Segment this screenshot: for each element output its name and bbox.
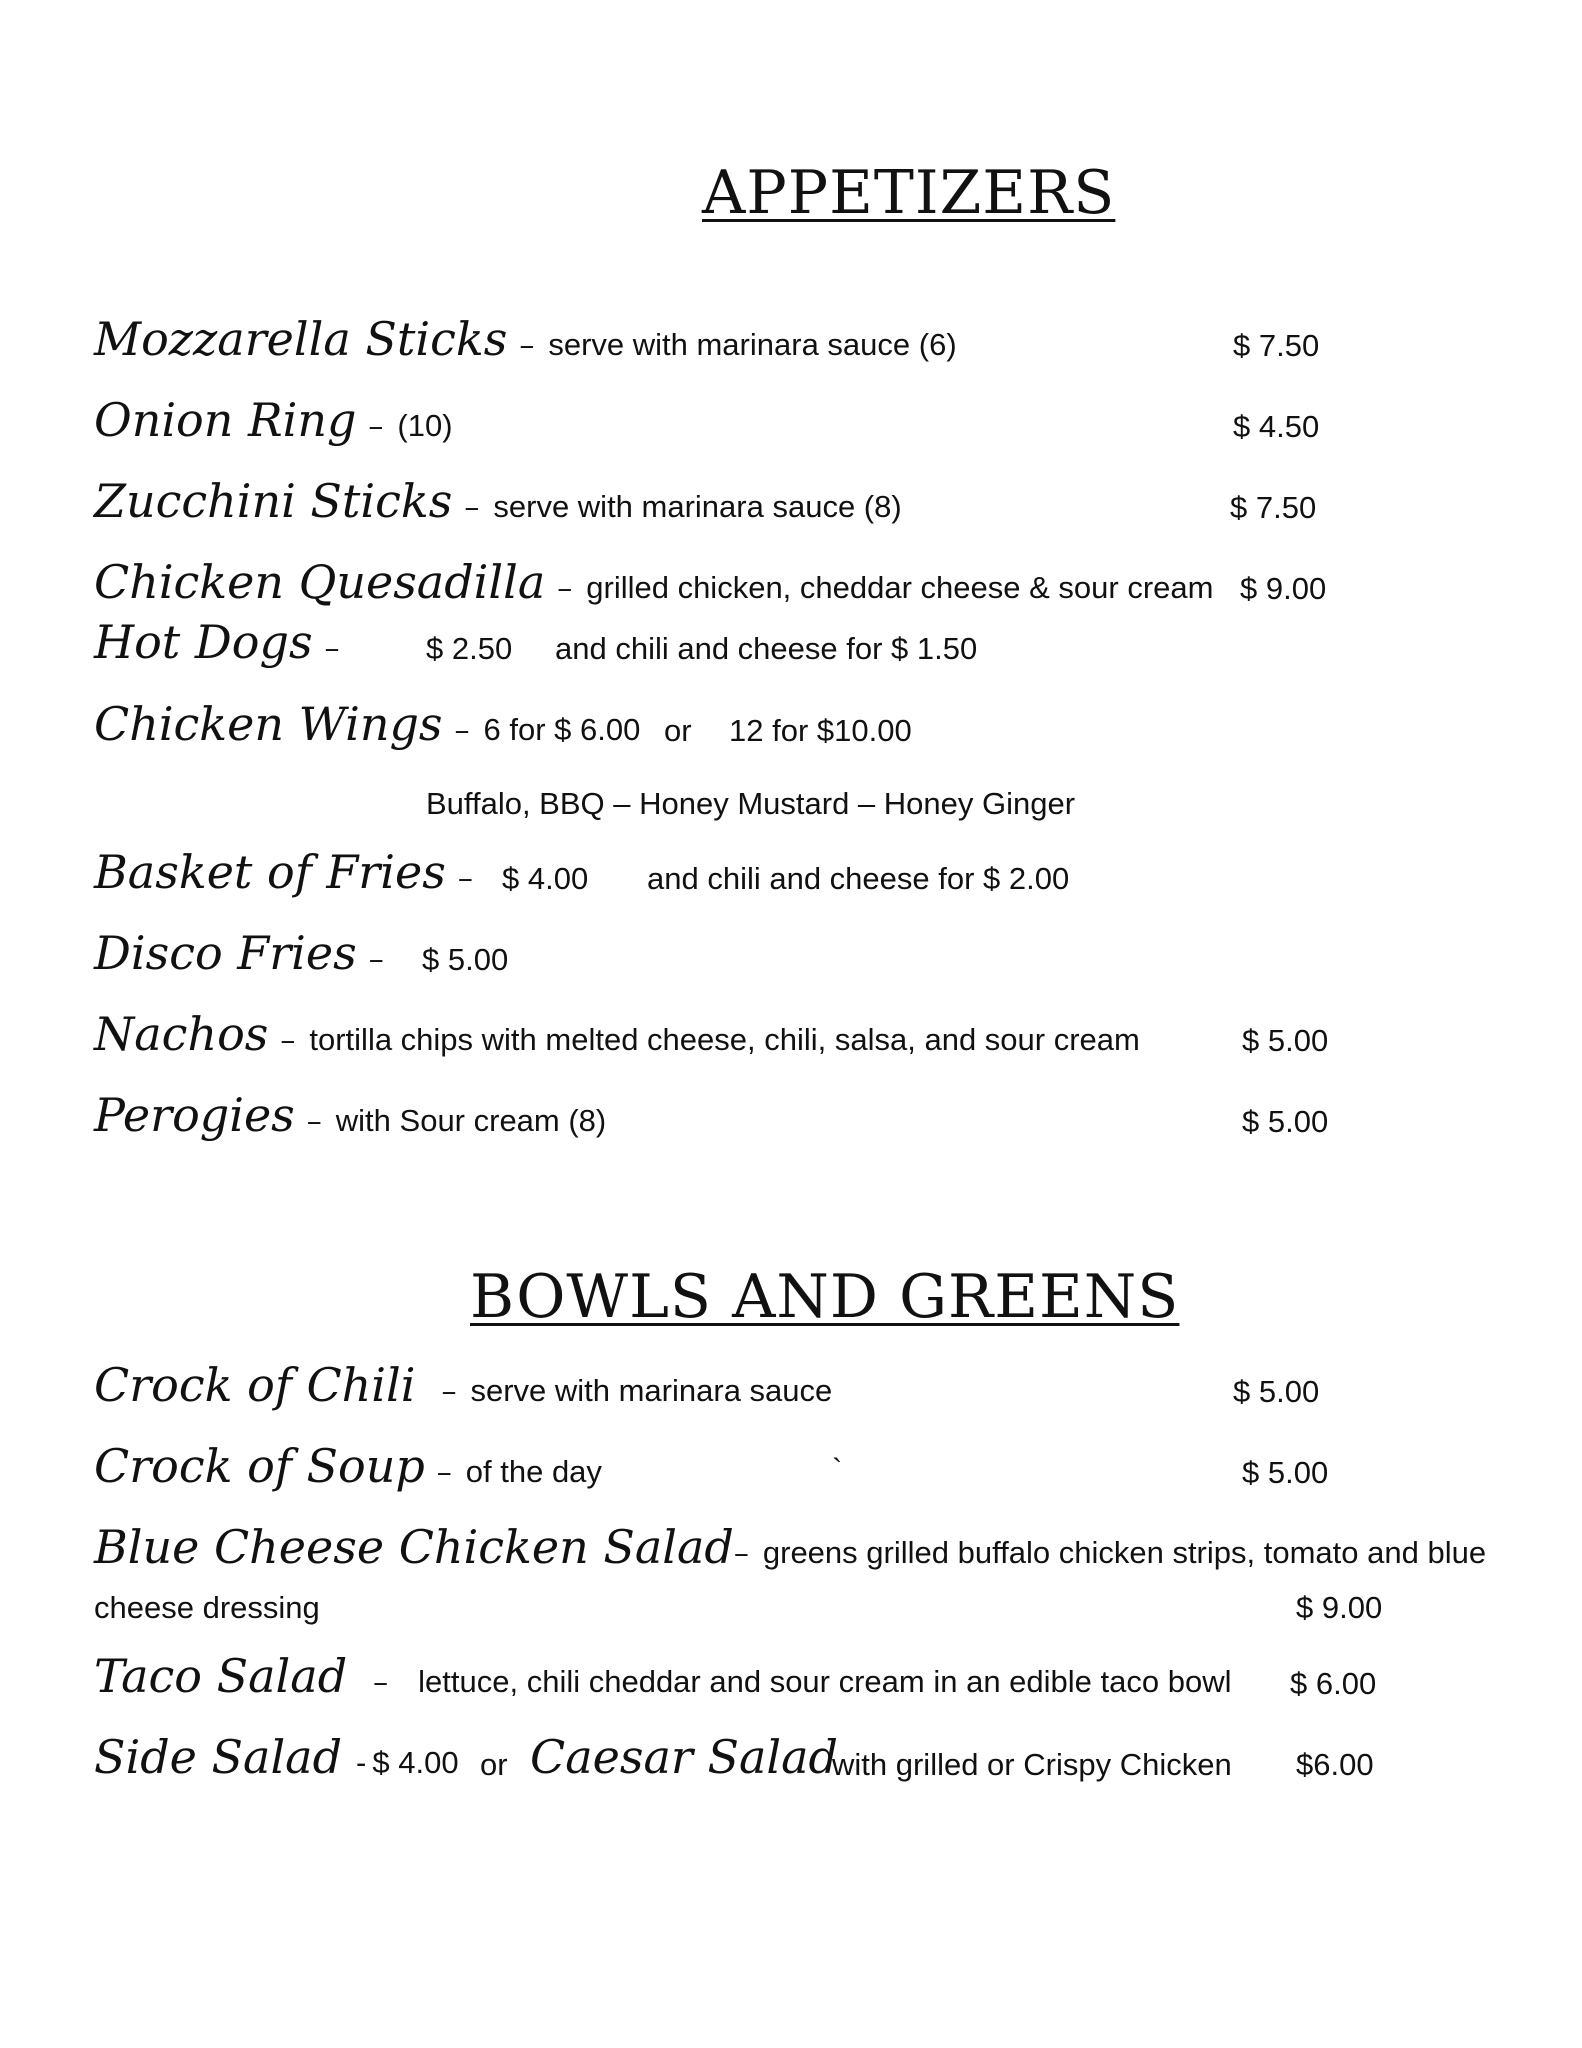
- item-description: lettuce, chili cheddar and sour cream in an edible taco bowl: [418, 1664, 1232, 1699]
- menu-item-nachos: [94, 1007, 1140, 1061]
- item-name: Nachos: [94, 1007, 269, 1061]
- caesar-salad-price: $6.00: [1296, 1747, 1374, 1782]
- item-name: Disco Fries: [94, 926, 357, 980]
- item-dash: –: [557, 571, 573, 606]
- menu-item-zucchini-sticks: [94, 474, 902, 528]
- item-name: Blue Cheese Chicken Salad: [94, 1520, 734, 1574]
- item-dash: –: [306, 1104, 322, 1139]
- item-price: $ 5.00: [1233, 1374, 1320, 1409]
- item-price: $ 6.00: [1290, 1666, 1377, 1701]
- item-description: serve with marinara sauce (8): [493, 489, 902, 524]
- item-dash: –: [368, 409, 384, 444]
- item-name: Side Salad: [94, 1730, 343, 1784]
- wings-option-6: 6 for $ 6.00: [483, 712, 641, 747]
- item-price: $ 4.00: [502, 861, 589, 896]
- menu-item-chicken-wings: [94, 697, 640, 751]
- item-description: with Sour cream (8): [335, 1103, 607, 1138]
- item-name: Chicken Wings: [94, 697, 443, 751]
- item-dash: –: [436, 1455, 452, 1490]
- item-dash: –: [368, 942, 384, 977]
- item-dash: –: [457, 861, 473, 896]
- menu-item-disco-fries: [94, 926, 398, 980]
- item-name: Taco Salad: [94, 1649, 348, 1703]
- item-description: serve with marinara sauce (6): [548, 327, 957, 362]
- item-name: Zucchini Sticks: [94, 474, 453, 528]
- stray-mark: `: [832, 1452, 843, 1487]
- caesar-salad-description: with grilled or Crispy Chicken: [832, 1747, 1232, 1782]
- item-name: Chicken Quesadilla: [94, 555, 546, 609]
- wings-or: or: [664, 713, 692, 748]
- item-name: Basket of Fries: [94, 845, 446, 899]
- menu-item-onion-ring: [94, 393, 453, 447]
- item-dash: –: [373, 1665, 389, 1700]
- item-dash: –: [519, 328, 535, 363]
- item-name: Crock of Chili: [94, 1358, 416, 1412]
- item-dash: -: [356, 1745, 367, 1780]
- item-name: Crock of Soup: [94, 1439, 425, 1493]
- menu-item-mozzarella-sticks: [94, 312, 957, 366]
- side-or: or: [480, 1747, 508, 1782]
- item-dash: –: [454, 713, 470, 748]
- caesar-salad-name: Caesar Salad: [530, 1730, 839, 1784]
- menu-item-perogies: [94, 1088, 606, 1142]
- item-price: $ 7.50: [1233, 328, 1320, 363]
- item-name: Onion Ring: [94, 393, 357, 447]
- item-description: tortilla chips with melted cheese, chili, salsa, and sour cream: [309, 1022, 1140, 1057]
- item-price: $ 4.00: [372, 1745, 459, 1780]
- item-price: $ 5.00: [1242, 1104, 1329, 1139]
- bowls-greens-heading: BOWLS AND GREENS: [470, 1262, 1180, 1332]
- item-extra: and chili and cheese for $ 2.00: [647, 861, 1070, 896]
- menu-item-blue-cheese-chicken-salad: [94, 1520, 1486, 1574]
- item-description: grilled chicken, cheddar cheese & sour cream: [586, 570, 1214, 605]
- item-description: (10): [397, 408, 453, 443]
- item-price: $ 9.00: [1296, 1590, 1383, 1625]
- item-dash: –: [441, 1374, 457, 1409]
- item-description: greens grilled buffalo chicken strips, tomato and blue: [762, 1535, 1487, 1570]
- appetizers-heading: APPETIZERS: [702, 158, 1116, 228]
- item-price: $ 5.00: [1242, 1023, 1329, 1058]
- menu-item-basket-of-fries: [94, 845, 487, 899]
- menu-item-chicken-quesadilla: [94, 555, 1213, 609]
- item-price: $ 5.00: [1242, 1455, 1329, 1490]
- item-dash: –: [324, 631, 340, 666]
- item-price: $ 4.50: [1233, 409, 1320, 444]
- item-extra: and chili and cheese for $ 1.50: [555, 631, 978, 666]
- item-price: $ 9.00: [1240, 571, 1327, 606]
- wings-flavors: Buffalo, BBQ – Honey Mustard – Honey Ginger: [426, 786, 1076, 821]
- wings-option-12: 12 for $10.00: [729, 713, 912, 748]
- item-name: Hot Dogs: [94, 615, 313, 669]
- item-price: $ 2.50: [426, 631, 513, 666]
- menu-item-crock-of-soup: [94, 1439, 602, 1493]
- item-description: of the day: [465, 1454, 602, 1489]
- item-name: Perogies: [94, 1088, 295, 1142]
- menu-item-crock-of-chili: [94, 1358, 832, 1412]
- item-dash: –: [733, 1536, 749, 1571]
- item-description-continued: cheese dressing: [94, 1590, 320, 1625]
- item-dash: –: [464, 490, 480, 525]
- item-name: Mozzarella Sticks: [94, 312, 508, 366]
- item-price: $ 7.50: [1230, 490, 1317, 525]
- menu-item-taco-salad: [94, 1649, 1232, 1703]
- menu-item-hot-dogs: [94, 615, 354, 669]
- menu-item-side-salad: [94, 1730, 459, 1784]
- item-price: $ 5.00: [422, 942, 509, 977]
- item-dash: –: [280, 1023, 296, 1058]
- item-description: serve with marinara sauce: [470, 1373, 833, 1408]
